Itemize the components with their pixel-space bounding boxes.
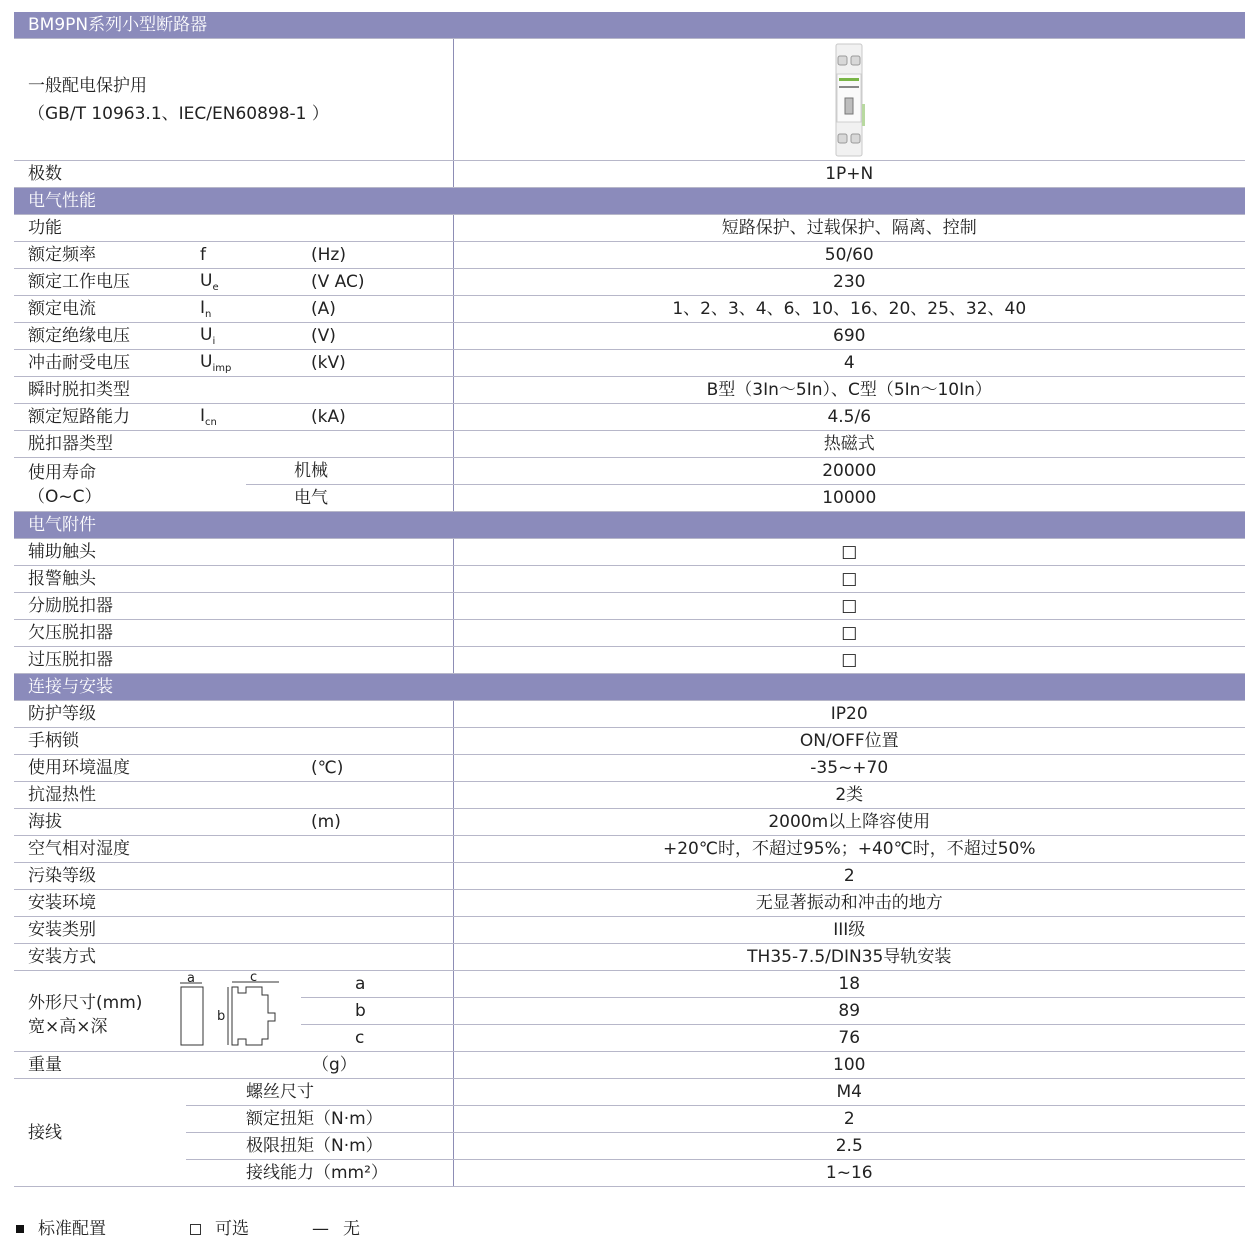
dim-a-label: a	[187, 973, 195, 986]
connection-row	[14, 728, 1245, 755]
row-symbol	[186, 215, 301, 242]
row-label: 过压脱扣器	[14, 647, 453, 674]
optional-square-icon: □	[453, 620, 1245, 647]
dim-b-label: b	[217, 1009, 226, 1024]
electrical-row	[14, 377, 1245, 404]
row-unit	[301, 701, 453, 728]
row-unit: (A)	[301, 296, 453, 323]
product-image-cell	[453, 39, 1245, 161]
standards-cell	[14, 39, 453, 161]
row-value: 4.5/6	[453, 404, 1245, 431]
optional-square-icon: □	[453, 566, 1245, 593]
row-label: 辅助触头	[14, 539, 453, 566]
circuit-breaker-image	[829, 42, 869, 158]
dimensions-cell: 外形尺寸(mm) 宽×高×深 a c b	[14, 971, 301, 1052]
dimension-diagram	[176, 973, 298, 1049]
row-unit	[301, 890, 453, 917]
row-value: +20℃时，不超过95%；+40℃时，不超过50%	[453, 836, 1245, 863]
row-unit	[301, 836, 453, 863]
row-value: 690	[453, 323, 1245, 350]
row-unit	[301, 782, 453, 809]
section-accessories: 电气附件	[14, 512, 1245, 539]
accessory-row	[14, 593, 1245, 620]
row-unit: (kA)	[301, 404, 453, 431]
connection-row	[14, 782, 1245, 809]
row-unit	[301, 728, 453, 755]
row-label: 分励脱扣器	[14, 593, 453, 620]
row-symbol	[186, 431, 301, 458]
row-symbol	[186, 242, 301, 269]
symbol-subscript: imp	[212, 362, 232, 374]
life-row-mechanical	[14, 458, 1245, 485]
row-value: -35~+70	[453, 755, 1245, 782]
connection-row	[14, 917, 1245, 944]
wiring-row	[14, 1106, 1245, 1133]
optional-square-icon: □	[453, 539, 1245, 566]
row-value: III级	[453, 917, 1245, 944]
electrical-row	[14, 323, 1245, 350]
wiring-item-value: M4	[453, 1079, 1245, 1106]
weight-unit: （g）	[246, 1052, 453, 1079]
wiring-item-label: 螺丝尺寸	[186, 1079, 453, 1106]
row-value: 2	[453, 863, 1245, 890]
row-unit: (Hz)	[301, 242, 453, 269]
accessory-row	[14, 566, 1245, 593]
wiring-item-label: 极限扭矩（N·m）	[186, 1133, 453, 1160]
life-label: 使用寿命 （O~C）	[14, 458, 246, 512]
wiring-rows	[14, 1079, 1245, 1187]
mechanical-label: 机械	[246, 458, 453, 485]
wiring-row	[14, 1079, 1245, 1106]
electrical-row	[14, 404, 1245, 431]
symbol-text: I	[200, 297, 206, 318]
row-label: 冲击耐受电压	[14, 350, 186, 377]
row-value: B型（3In～5In）、C型（5In～10In）	[453, 377, 1245, 404]
dim-value-c: 76	[453, 1025, 1245, 1052]
row-value: 1、2、3、4、6、10、16、20、25、32、40	[453, 296, 1245, 323]
row-label: 额定电流	[14, 296, 186, 323]
row-label: 额定绝缘电压	[14, 323, 186, 350]
wiring-row	[14, 1160, 1245, 1187]
usage-text: 一般配电保护用	[28, 75, 147, 96]
symbol-subscript: cn	[205, 416, 217, 428]
spec-table	[14, 12, 1245, 1187]
row-label: 报警触头	[14, 566, 453, 593]
wiring-row	[14, 1133, 1245, 1160]
spec-sheet	[14, 12, 1245, 1239]
symbol-text: f	[200, 245, 206, 265]
row-unit	[301, 917, 453, 944]
dash-icon: —	[312, 1219, 329, 1239]
row-unit: (kV)	[301, 350, 453, 377]
symbol-subscript: n	[205, 308, 212, 320]
dim-c-label: c	[250, 973, 258, 985]
accessory-row	[14, 620, 1245, 647]
connection-row	[14, 809, 1245, 836]
electrical-row	[14, 350, 1245, 377]
poles-row: 极数 1P+N	[14, 161, 1245, 188]
row-label: 功能	[14, 215, 186, 242]
open-square-icon	[190, 1224, 201, 1235]
standards-text: （GB/T 10963.1、IEC/EN60898-1 ）	[28, 103, 329, 124]
symbol-text: U	[200, 324, 213, 345]
electrical-row	[14, 296, 1245, 323]
row-symbol	[186, 269, 301, 296]
electrical-row	[14, 215, 1245, 242]
row-unit: (V)	[301, 323, 453, 350]
legend-none: — 无	[312, 1219, 360, 1239]
row-value: TH35-7.5/DIN35导轨安装	[453, 944, 1245, 971]
electrical-row	[14, 431, 1245, 458]
wiring-item-label: 额定扭矩（N·m）	[186, 1106, 453, 1133]
filled-square-icon	[16, 1225, 24, 1233]
row-symbol	[186, 404, 301, 431]
legend-standard: 标准配置	[16, 1214, 106, 1239]
section-electrical: 电气性能	[14, 188, 1245, 215]
connection-row	[14, 755, 1245, 782]
row-label: 安装类别	[14, 917, 301, 944]
row-value: IP20	[453, 701, 1245, 728]
row-value: 50/60	[453, 242, 1245, 269]
row-label: 使用环境温度	[14, 755, 301, 782]
row-unit	[301, 944, 453, 971]
row-label: 安装方式	[14, 944, 301, 971]
row-value: 2000m以上降容使用	[453, 809, 1245, 836]
row-unit	[301, 863, 453, 890]
row-unit	[301, 377, 453, 404]
row-label: 安装环境	[14, 890, 301, 917]
row-symbol	[186, 296, 301, 323]
title-bar	[14, 12, 1245, 39]
row-label: 海拔	[14, 809, 301, 836]
connection-row	[14, 836, 1245, 863]
electrical-row	[14, 269, 1245, 296]
electrical-label: 电气	[246, 485, 453, 512]
row-value: 无显著振动和冲击的地方	[453, 890, 1245, 917]
wiring-label: 接线	[14, 1079, 186, 1187]
connection-row	[14, 944, 1245, 971]
dim-key-a: a	[301, 971, 453, 998]
dimension-row-a	[14, 971, 1245, 998]
row-label: 额定工作电压	[14, 269, 186, 296]
row-label: 空气相对湿度	[14, 836, 301, 863]
row-label: 脱扣器类型	[14, 431, 186, 458]
row-unit: (m)	[301, 809, 453, 836]
row-label: 抗湿热性	[14, 782, 301, 809]
row-label: 欠压脱扣器	[14, 620, 453, 647]
connection-row	[14, 863, 1245, 890]
symbol-text: U	[200, 351, 213, 372]
symbol-subscript: e	[212, 281, 219, 293]
row-unit	[301, 431, 453, 458]
row-unit	[301, 215, 453, 242]
dim-value-b: 89	[453, 998, 1245, 1025]
product-title: BM9PN系列小型断路器	[14, 12, 1245, 39]
wiring-item-value: 2.5	[453, 1133, 1245, 1160]
connection-row	[14, 890, 1245, 917]
electrical-rows	[14, 215, 1245, 458]
row-label: 防护等级	[14, 701, 301, 728]
row-value: ON/OFF位置	[453, 728, 1245, 755]
row-label: 额定短路能力	[14, 404, 186, 431]
optional-square-icon: □	[453, 593, 1245, 620]
symbol-text: U	[200, 270, 213, 291]
intro-row	[14, 39, 1245, 161]
wiring-item-label: 接线能力（mm²）	[186, 1160, 453, 1187]
row-value: 2类	[453, 782, 1245, 809]
row-value: 热磁式	[453, 431, 1245, 458]
symbol-text: I	[200, 405, 206, 426]
electrical-value: 10000	[453, 485, 1245, 512]
mechanical-value: 20000	[453, 458, 1245, 485]
connection-row	[14, 701, 1245, 728]
wiring-item-value: 2	[453, 1106, 1245, 1133]
row-label: 瞬时脱扣类型	[14, 377, 186, 404]
row-label: 污染等级	[14, 863, 301, 890]
optional-square-icon: □	[453, 647, 1245, 674]
row-value: 4	[453, 350, 1245, 377]
accessory-rows	[14, 539, 1245, 674]
connection-rows	[14, 701, 1245, 971]
accessory-row	[14, 539, 1245, 566]
row-symbol	[186, 377, 301, 404]
weight-value: 100	[453, 1052, 1245, 1079]
dim-key-c: c	[301, 1025, 453, 1052]
row-symbol	[186, 323, 301, 350]
row-value: 短路保护、过载保护、隔离、控制	[453, 215, 1245, 242]
symbol-subscript: i	[212, 335, 216, 347]
dim-value-a: 18	[453, 971, 1245, 998]
row-value: 230	[453, 269, 1245, 296]
accessory-row	[14, 647, 1245, 674]
row-label: 手柄锁	[14, 728, 301, 755]
row-label: 额定频率	[14, 242, 186, 269]
dim-key-b: b	[301, 998, 453, 1025]
row-symbol	[186, 350, 301, 377]
legend-optional: 可选	[190, 1214, 249, 1239]
electrical-row	[14, 242, 1245, 269]
row-unit: (℃)	[301, 755, 453, 782]
row-unit: (V AC)	[301, 269, 453, 296]
wiring-item-value: 1~16	[453, 1160, 1245, 1187]
section-connection: 连接与安装	[14, 674, 1245, 701]
weight-row: 重量 （g） 100	[14, 1052, 1245, 1079]
